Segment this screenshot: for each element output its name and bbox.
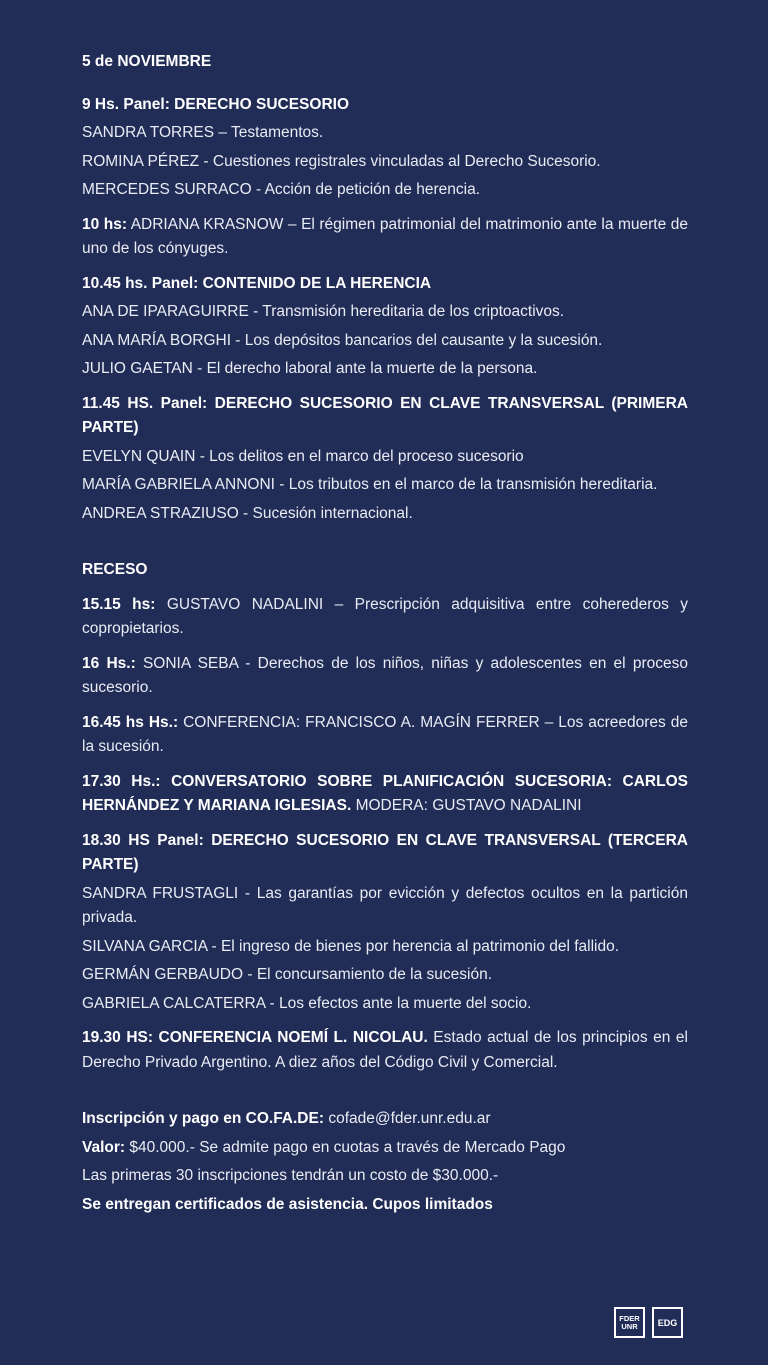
speaker-item: ANA MARÍA BORGHI - Los depósitos bancarios del causante y la sucesión.	[82, 331, 603, 349]
speaker-item: ROMINA PÉREZ - Cuestiones registrales vinculadas al Derecho Sucesorio.	[82, 152, 601, 170]
inscription-email: cofade@fder.unr.edu.ar	[324, 1110, 491, 1127]
talk-1730: 17.30 Hs.: CONVERSATORIO SOBRE PLANIFICACIÓN SUCESORIA: CARLOS HERNÁNDEZ Y MARIANA IGLESIAS. MODERA: GUSTAVO NADALINI	[82, 772, 688, 814]
talk-1515: 15.15 hs: GUSTAVO NADALINI – Prescripción adquisitiva entre coherederos y copropietarios.	[82, 595, 688, 637]
speaker-item: ANDREA STRAZIUSO - Sucesión internacional.	[82, 504, 413, 522]
speaker-item: SANDRA TORRES – Testamentos.	[82, 124, 324, 141]
speaker-item: GABRIELA CALCATERRA - Los efectos ante la muerte del socio.	[82, 994, 532, 1012]
fder-unr-logo: FDER UNR	[614, 1307, 645, 1338]
speaker-item: ANA DE IPARAGUIRRE - Transmisión hereditaria de los criptoactivos.	[82, 303, 565, 320]
early-price-line: Las primeras 30 inscripciones tendrán un costo de $30.000.-	[82, 1167, 499, 1184]
speaker-item: SILVANA GARCIA - El ingreso de bienes por herencia al patrimonio del fallido.	[82, 937, 620, 955]
speaker-item: GERMÁN GERBAUDO - El concursamiento de la sucesión.	[82, 966, 493, 983]
speaker-item: EVELYN QUAIN - Los delitos en el marco del proceso sucesorio	[82, 447, 524, 465]
valor-line: Valor: $40.000.- Se admite pago en cuotas a través de Mercado Pago	[82, 1138, 566, 1156]
speaker-item: MERCEDES SURRACO - Acción de petición de herencia.	[82, 181, 480, 198]
logos	[614, 1307, 683, 1338]
speaker-item: MARÍA GABRIELA ANNONI - Los tributos en el marco de la transmisión hereditaria.	[82, 476, 658, 493]
panel-heading-1: 9 Hs. Panel: DERECHO SUCESORIO	[82, 95, 350, 113]
talk-1645: 16.45 hs Hs.: CONFERENCIA: FRANCISCO A. MAGÍN FERRER – Los acreedores de la sucesión.	[82, 713, 688, 755]
panel-heading-4: 18.30 HS Panel: DERECHO SUCESORIO EN CLAVE TRANSVERSAL (TERCERA PARTE)	[82, 831, 688, 873]
inscription-line: Inscripción y pago en CO.FA.DE: cofade@fder.unr.edu.ar	[82, 1110, 491, 1127]
talk-16: 16 Hs.: SONIA SEBA - Derechos de los niños, niñas y adolescentes en el proceso sucesorio.	[82, 654, 688, 696]
receso-heading: RECESO	[82, 561, 148, 578]
speaker-item: JULIO GAETAN - El derecho laboral ante la muerte de la persona.	[82, 360, 538, 377]
talk-1930: 19.30 HS: CONFERENCIA NOEMÍ L. NICOLAU. Estado actual de los principios en el Derecho Privado Argentino. A diez años del Código Civil y Comercial.	[82, 1029, 688, 1071]
certificates-line: Se entregan certificados de asistencia. Cupos limitados	[82, 1195, 493, 1213]
date-heading: 5 de NOVIEMBRE	[82, 53, 212, 70]
panel-heading-2: 10.45 hs. Panel: CONTENIDO DE LA HERENCIA	[82, 274, 432, 292]
program-content	[82, 50, 688, 1221]
speaker-item: SANDRA FRUSTAGLI - Las garantías por evicción y defectos ocultos en la partición privada.	[82, 884, 688, 926]
panel-heading-3: 11.45 HS. Panel: DERECHO SUCESORIO EN CLAVE TRANSVERSAL (PRIMERA PARTE)	[82, 394, 688, 436]
edg-logo: EDG	[652, 1307, 683, 1338]
talk-10: 10 hs: ADRIANA KRASNOW – El régimen patrimonial del matrimonio ante la muerte de uno de los cónyuges.	[82, 215, 688, 257]
